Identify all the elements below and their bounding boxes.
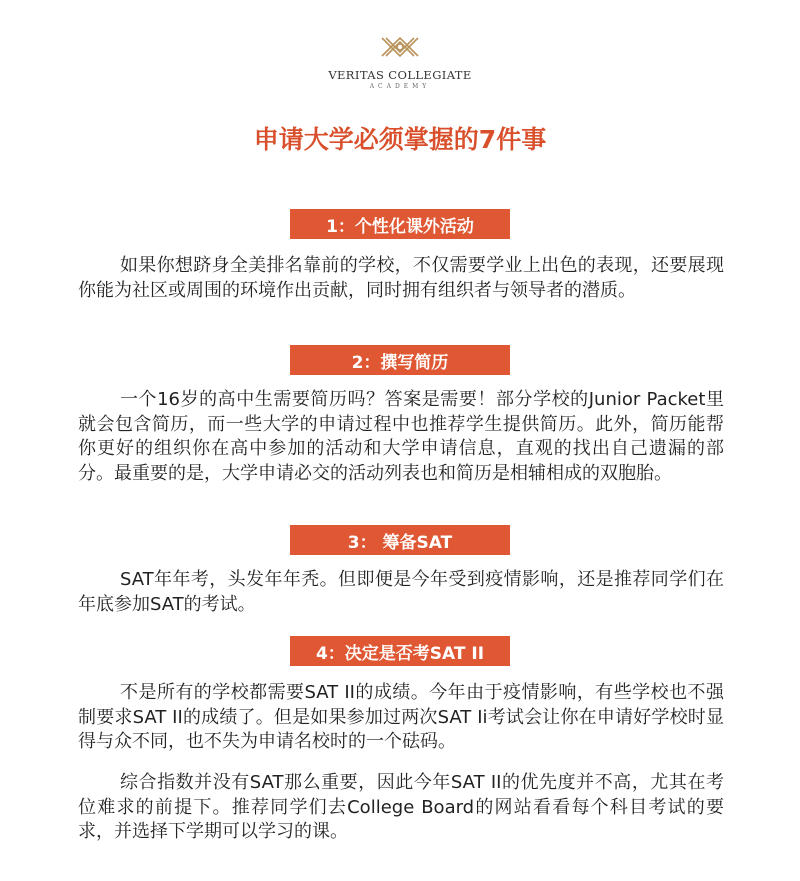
- section-4-paragraph-1: 不是所有的学校都需要SAT II的成绩。今年由于疫情影响，有些学校也不强制要求SAT II的成绩了。但是如果参加过两次SAT Ii考试会让你在申请好学校时显得与众不同，也不失为申请名校时的一个砝码。: [78, 682, 724, 752]
- section-4-heading: 4：决定是否考SAT II: [290, 636, 510, 666]
- section-3-paragraph: SAT年年考，头发年年秃。但即便是今年受到疫情影响，还是推荐同学们在年底参加SAT的考试。: [78, 569, 724, 615]
- section-1-paragraph: 如果你想跻身全美排名靠前的学校，不仅需要学业上出色的表现，还要展现你能为社区或周围的环境作出贡献，同时拥有组织者与领导者的潜质。: [78, 255, 724, 301]
- section-1-heading: 1：个性化课外活动: [290, 209, 510, 239]
- brand-name: VERITAS COLLEGIATE: [328, 68, 472, 82]
- section-3-heading: 3： 筹备SAT: [290, 525, 510, 555]
- veritas-emblem-icon: [378, 34, 422, 60]
- logo: [0, 34, 800, 90]
- section-2-paragraph: 一个16岁的高中生需要简历吗？答案是需要！部分学校的Junior Packet里就会包含简历，而一些大学的申请过程中也推荐学生提供简历。此外，简历能帮你更好的组织你在高中参加的活动和大学申请信息，直观的找出自己遗漏的部分。最重要的是，大学申请必交的活动列表也和简历是相辅相成的双胞胎。: [78, 389, 724, 484]
- section-2-heading: 2：撰写简历: [290, 345, 510, 375]
- section-4-paragraph-2: 综合指数并没有SAT那么重要，因此今年SAT II的优先度并不高，尤其在考位难求的前提下。推荐同学们去College Board的网站看看每个科目考试的要求，并选择下学期可以学习的课。: [78, 772, 724, 842]
- page-title: 申请大学必须掌握的7件事: [253, 125, 547, 154]
- brand-subtitle: ACADEMY: [369, 83, 431, 90]
